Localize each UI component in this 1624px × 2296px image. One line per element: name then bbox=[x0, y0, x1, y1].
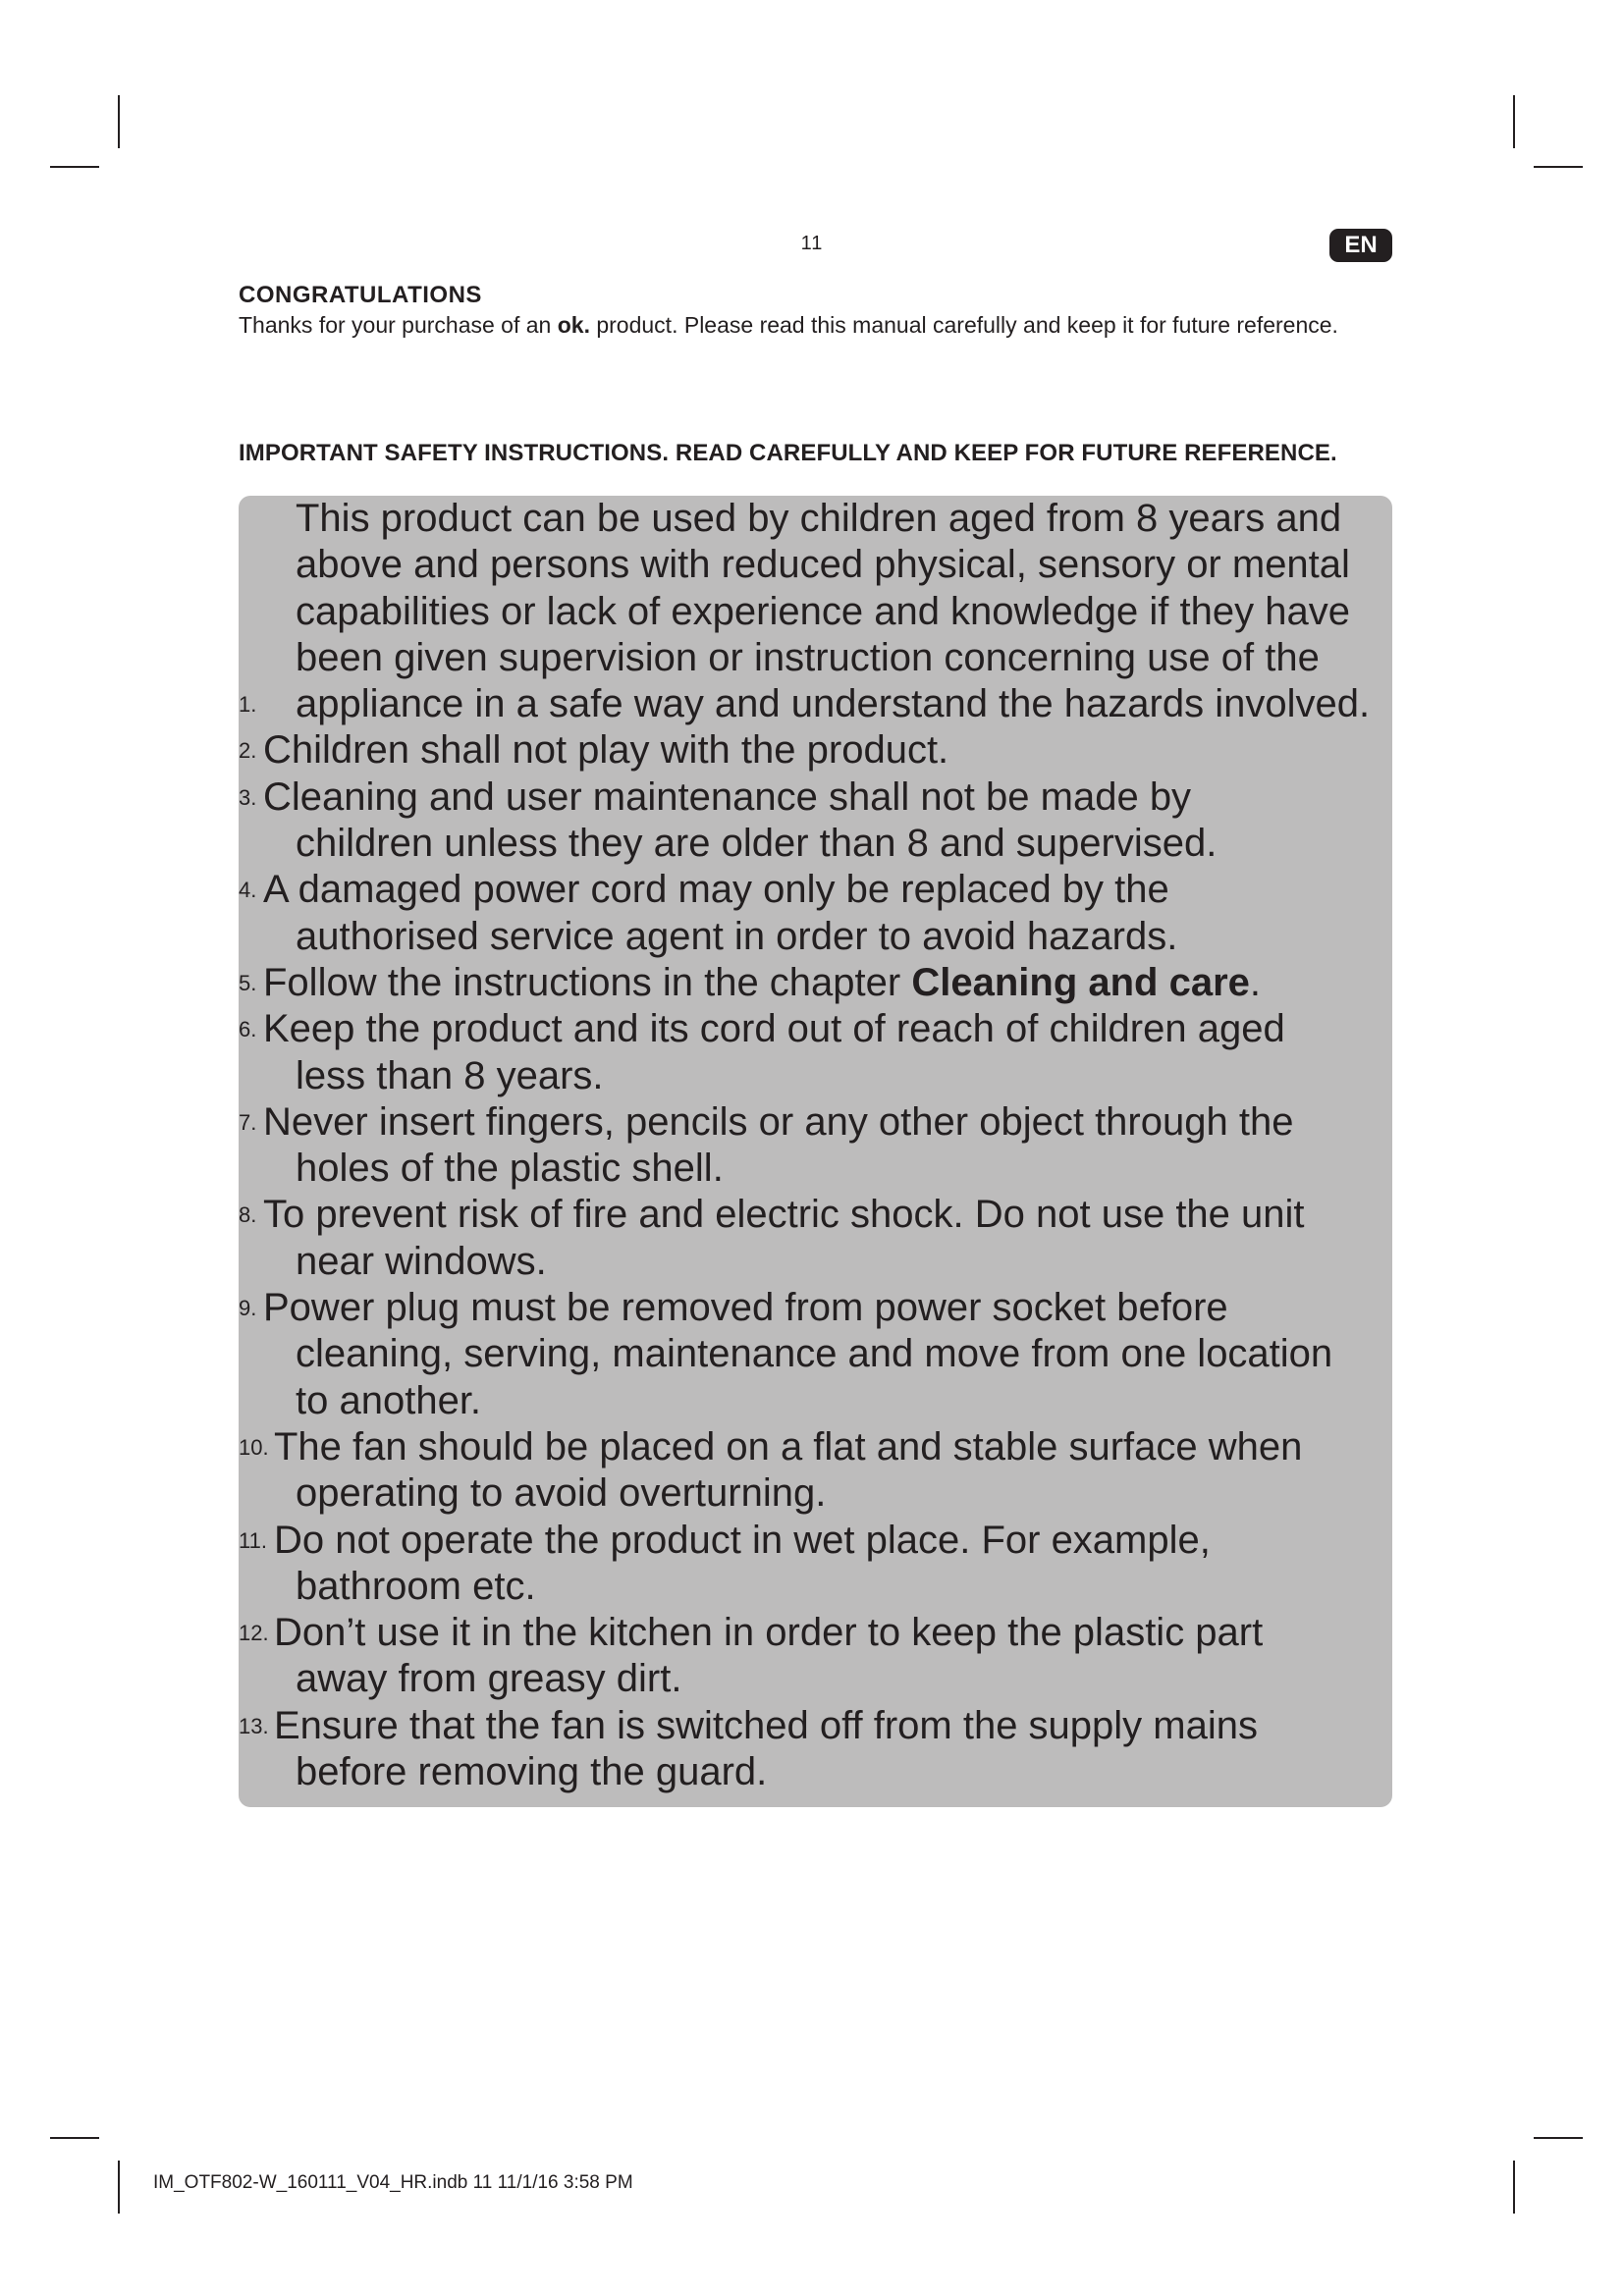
item-line: been given supervision or instruction concerning use of the bbox=[296, 635, 1320, 679]
print-slug: IM_OTF802-W_160111_V04_HR.indb 11 11/1/16 3:58 PM bbox=[153, 2172, 633, 2193]
item-line: Ensure that the fan is switched off from the supply mains bbox=[274, 1703, 1258, 1747]
item-line: Don’t use it in the kitchen in order to keep the plastic part bbox=[274, 1611, 1264, 1655]
safety-item-1 bbox=[239, 496, 1417, 727]
safety-item-7 bbox=[239, 1099, 1417, 1193]
safety-item-5 bbox=[239, 960, 1417, 1006]
crop-mark bbox=[50, 166, 99, 168]
crop-mark bbox=[118, 95, 120, 148]
item-number: 3. bbox=[239, 784, 257, 810]
item-text: Follow the instructions in the chapter bbox=[263, 960, 912, 1004]
item-line: above and persons with reduced physical, sensory or mental bbox=[296, 543, 1350, 587]
item-line: Children shall not play with the product. bbox=[263, 728, 949, 773]
item-line: This product can be used by children aged from 8 years and bbox=[296, 497, 1342, 540]
language-badge: EN bbox=[1329, 229, 1392, 262]
safety-heading: IMPORTANT SAFETY INSTRUCTIONS. READ CAREFULLY AND KEEP FOR FUTURE REFERENCE. bbox=[239, 440, 1337, 466]
item-text: . bbox=[1249, 960, 1262, 1004]
chapter-reference: Cleaning and care bbox=[911, 960, 1250, 1004]
item-line: capabilities or lack of experience and knowledge if they have bbox=[296, 589, 1350, 633]
crop-mark bbox=[1534, 2137, 1583, 2139]
item-line: Cleaning and user maintenance shall not be made by bbox=[263, 774, 1192, 819]
safety-item-2 bbox=[239, 727, 1417, 774]
congratulations-title: CONGRATULATIONS bbox=[239, 282, 482, 308]
item-line: Keep the product and its cord out of reach of children aged bbox=[263, 1007, 1285, 1051]
item-line: operating to avoid overturning. bbox=[296, 1471, 827, 1516]
item-number: 4. bbox=[239, 878, 257, 903]
item-line: authorised service agent in order to avoid hazards. bbox=[296, 914, 1178, 958]
item-number: 6. bbox=[239, 1017, 257, 1042]
safety-item-10 bbox=[239, 1424, 1417, 1518]
item-line: to another. bbox=[296, 1378, 482, 1422]
item-number: 8. bbox=[239, 1202, 257, 1228]
item-line: away from greasy dirt. bbox=[296, 1657, 682, 1701]
item-number: 10. bbox=[239, 1434, 269, 1460]
intro-paragraph bbox=[239, 310, 1348, 341]
crop-mark bbox=[1513, 2161, 1515, 2214]
item-line: near windows. bbox=[296, 1239, 547, 1283]
item-line: A damaged power cord may only be replaced by the bbox=[263, 868, 1169, 912]
safety-item-3 bbox=[239, 774, 1417, 868]
item-line: Never insert fingers, pencils or any other object through the bbox=[263, 1099, 1294, 1144]
item-line: The fan should be placed on a flat and stable surface when bbox=[274, 1424, 1303, 1468]
intro-text-start: Thanks for your purchase of an bbox=[239, 312, 558, 338]
item-number: 11. bbox=[239, 1527, 267, 1553]
safety-item-9 bbox=[239, 1285, 1417, 1424]
item-line: holes of the plastic shell. bbox=[296, 1147, 724, 1191]
safety-item-4 bbox=[239, 867, 1417, 960]
item-line: children unless they are older than 8 and supervised. bbox=[296, 822, 1218, 866]
item-number: 9. bbox=[239, 1296, 257, 1321]
item-line: To prevent risk of fire and electric shock. Do not use the unit bbox=[263, 1193, 1305, 1237]
item-line: before removing the guard. bbox=[296, 1750, 768, 1794]
safety-item-8 bbox=[239, 1192, 1417, 1285]
item-line: less than 8 years. bbox=[296, 1053, 604, 1097]
crop-mark bbox=[118, 2161, 120, 2214]
safety-instructions-list bbox=[239, 496, 1417, 1795]
page-number: 11 bbox=[800, 233, 824, 254]
item-line: Do not operate the product in wet place. For example, bbox=[274, 1518, 1211, 1562]
crop-mark bbox=[50, 2137, 99, 2139]
item-line: appliance in a safe way and understand the hazards involved. bbox=[296, 682, 1371, 726]
safety-item-11 bbox=[239, 1518, 1417, 1611]
safety-item-6 bbox=[239, 1006, 1417, 1099]
item-line: cleaning, serving, maintenance and move from one location bbox=[296, 1332, 1333, 1376]
item-number: 2. bbox=[239, 738, 257, 764]
crop-mark bbox=[1513, 95, 1515, 148]
item-line: bathroom etc. bbox=[296, 1564, 536, 1608]
safety-item-12 bbox=[239, 1610, 1417, 1703]
crop-mark bbox=[1534, 166, 1583, 168]
item-line: Power plug must be removed from power socket before bbox=[263, 1286, 1228, 1330]
item-number: 13. bbox=[239, 1713, 269, 1738]
brand-name: ok. bbox=[557, 312, 590, 338]
item-number: 1. bbox=[239, 692, 257, 718]
intro-text-end: product. Please read this manual carefully and keep it for future reference. bbox=[589, 312, 1338, 338]
item-number: 5. bbox=[239, 970, 257, 995]
safety-item-13 bbox=[239, 1703, 1417, 1796]
item-line bbox=[263, 960, 1261, 1006]
item-number: 7. bbox=[239, 1109, 257, 1135]
item-number: 12. bbox=[239, 1621, 269, 1646]
